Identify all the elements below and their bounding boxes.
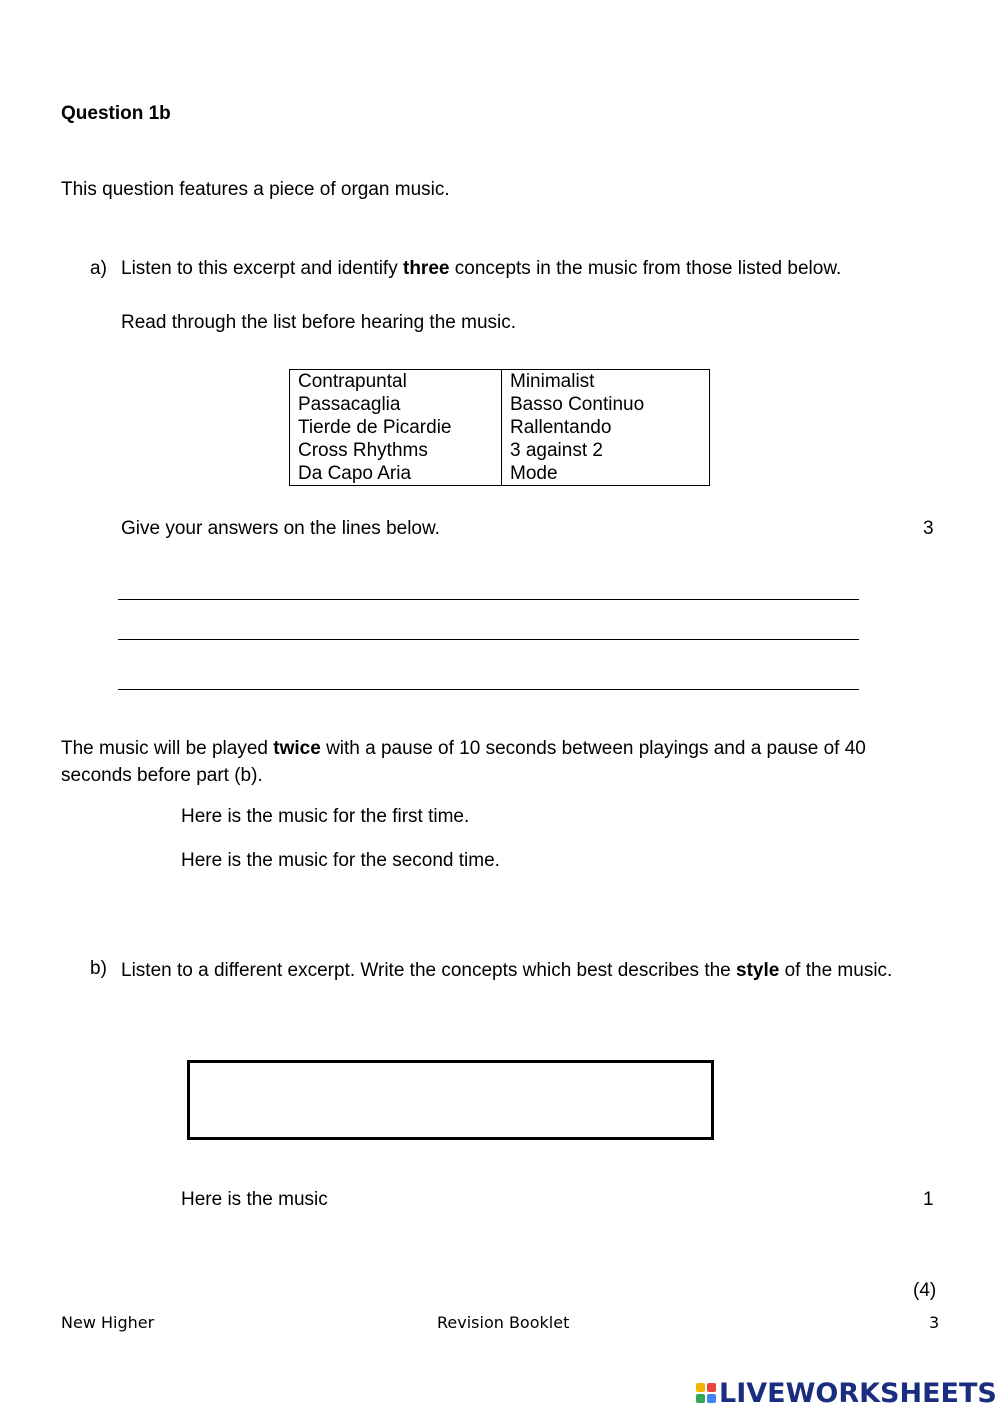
give-answers-instruction: Give your answers on the lines below.: [121, 518, 440, 539]
footer-page-number: 3: [929, 1313, 940, 1332]
part-b-instruction: [121, 957, 911, 984]
second-playing-note: Here is the music for the second time.: [181, 850, 500, 871]
concept-cell: Tierde de Picardie: [290, 416, 502, 439]
answer-line-2[interactable]: [118, 639, 859, 640]
here-is-music-note: Here is the music: [181, 1189, 328, 1210]
concept-cell: Contrapuntal: [290, 370, 502, 394]
playback-text-post: with a pause of 10 seconds between playings and a pause of 40 seconds before part (b).: [61, 738, 866, 786]
concept-cell: Cross Rhythms: [290, 439, 502, 462]
part-b-instruction-post: of the music.: [779, 960, 893, 981]
part-b-instruction-pre: Listen to a different excerpt. Write the concepts which best describes the: [121, 960, 737, 981]
total-marks: (4): [913, 1280, 937, 1301]
liveworksheets-logo[interactable]: [696, 1376, 997, 1410]
concept-cell: Basso Continuo: [502, 393, 710, 416]
playback-text-emphasis: twice: [273, 738, 321, 759]
concept-cell: 3 against 2: [502, 439, 710, 462]
playback-text-pre: The music will be played: [61, 738, 274, 759]
question-heading: Question 1b: [61, 103, 171, 124]
part-b-label: b): [90, 958, 107, 979]
concepts-table: [289, 369, 710, 486]
concept-cell: Passacaglia: [290, 393, 502, 416]
style-answer-box[interactable]: [187, 1060, 714, 1140]
playback-instructions: [61, 735, 941, 789]
concept-cell: Rallentando: [502, 416, 710, 439]
part-a-instruction-emphasis: three: [403, 258, 450, 279]
concept-row: [290, 370, 710, 394]
logo-block: [696, 1394, 705, 1403]
part-b-instruction-emphasis: style: [736, 960, 780, 981]
concept-cell: Mode: [502, 462, 710, 486]
logo-block: [696, 1383, 705, 1392]
logo-text: LIVEWORKSHEETS: [719, 1377, 997, 1409]
logo-block: [707, 1383, 716, 1392]
footer-booklet: Revision Booklet: [437, 1313, 570, 1332]
concept-row: [290, 416, 710, 439]
concept-row: [290, 462, 710, 486]
part-a-marks: 3: [923, 518, 934, 539]
part-b-marks: 1: [923, 1189, 934, 1210]
first-playing-note: Here is the music for the first time.: [181, 806, 470, 827]
part-a-instruction: [121, 257, 841, 281]
question-intro: This question features a piece of organ music.: [61, 179, 450, 200]
logo-block: [707, 1394, 716, 1403]
logo-blocks-icon: [696, 1383, 716, 1403]
concept-cell: Da Capo Aria: [290, 462, 502, 486]
concept-row: [290, 393, 710, 416]
answer-line-3[interactable]: [118, 689, 859, 690]
concept-row: [290, 439, 710, 462]
part-a-label: a): [90, 258, 107, 279]
part-a-instruction-pre: Listen to this excerpt and identify: [121, 258, 403, 279]
read-list-instruction: Read through the list before hearing the music.: [121, 312, 517, 333]
concept-cell: Minimalist: [502, 370, 710, 394]
answer-line-1[interactable]: [118, 599, 859, 600]
part-a-instruction-post: concepts in the music from those listed below.: [449, 258, 842, 279]
footer-course: New Higher: [61, 1313, 155, 1332]
